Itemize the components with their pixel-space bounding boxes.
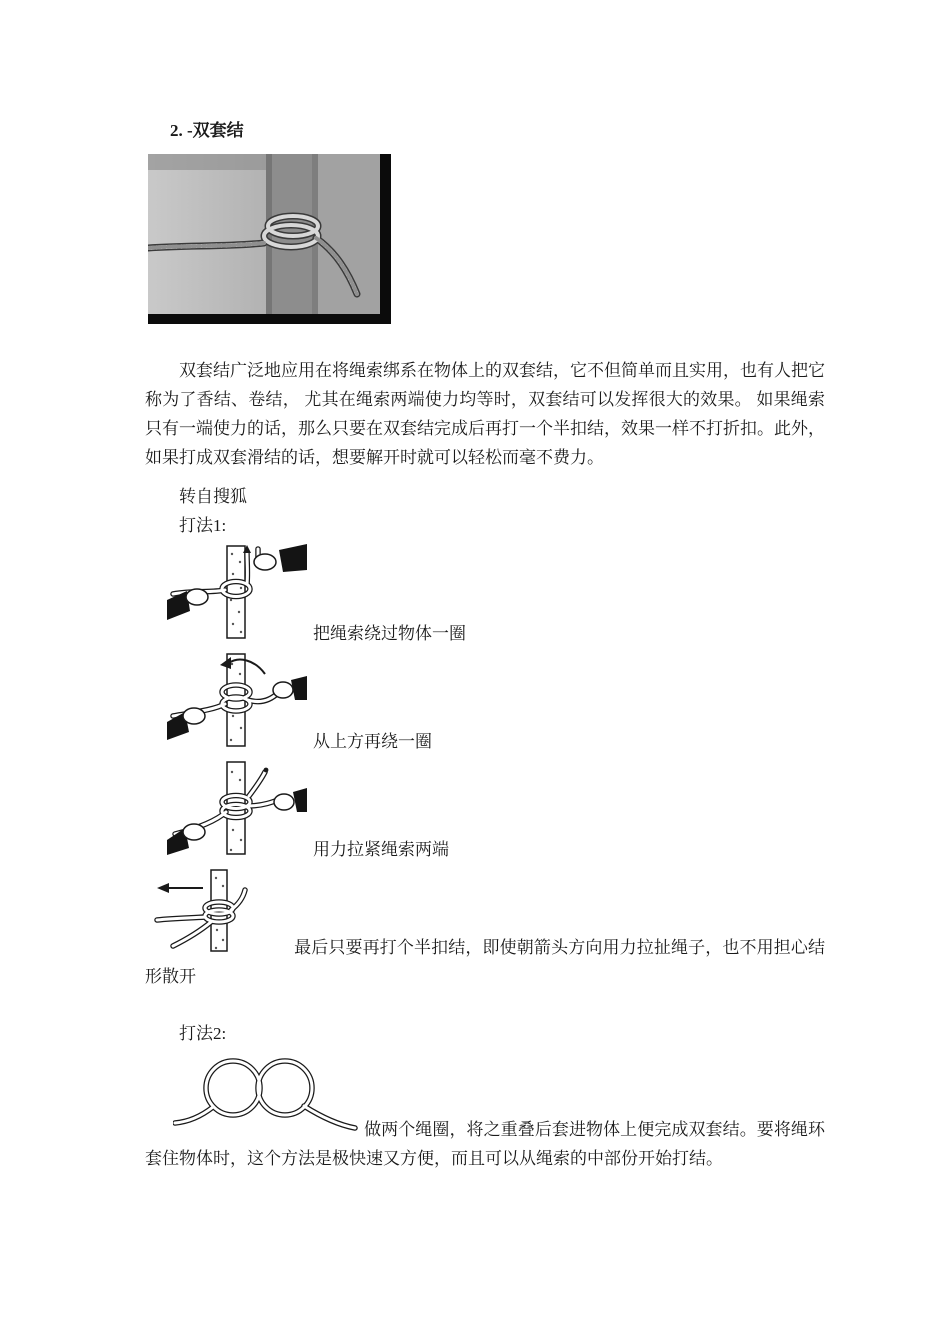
step2-illustration <box>167 652 307 747</box>
step-caption: 从上方再绕一圈 <box>313 732 432 751</box>
intro-paragraph: 双套结广泛地应用在将绳索绑系在物体上的双套结，它不但简单而且实用，也有人把它称为了香结、卷结， 尤其在绳索两端使力均等时，双套结可以发挥很大的效果。 如果绳索只有一端使力的话，那么只要在双套结完成后再打一个半扣结，效果一样不打折扣。此外，如果打成双套滑结的话，想要解开时就可以轻松而毫不费力。 <box>145 361 825 467</box>
step3-illustration <box>167 760 307 855</box>
step-caption: 把绳索绕过物体一圈 <box>313 624 466 643</box>
two-loops-illustration <box>173 1050 358 1135</box>
step4-illustration <box>153 868 288 953</box>
source-note: 转自搜狐 <box>179 487 247 506</box>
step-caption: 最后只要再打个半扣结，即使朝箭头方向用力拉扯绳子，也不用担心结形散开 <box>145 938 825 986</box>
step-row-3 <box>145 760 825 864</box>
step-row-2 <box>145 652 825 756</box>
step-caption: 用力拉紧绳索两端 <box>313 840 449 859</box>
page-title: 2. -双套结 <box>170 121 244 140</box>
step-row-1 <box>145 544 825 648</box>
step-row-4 <box>145 868 825 991</box>
clove-hitch-photo-frame <box>148 154 391 324</box>
method2-row <box>145 1050 825 1173</box>
method2-caption: 做两个绳圈，将之重叠后套进物体上便完成双套结。要将绳环套住物体时，这个方法是极快速又方便，而且可以从绳索的中部份开始打结。 <box>145 1120 825 1168</box>
method1-label: 打法1: <box>179 516 227 535</box>
step1-illustration <box>167 544 307 639</box>
method2-label: 打法2: <box>179 1024 227 1043</box>
clove-hitch-photo <box>148 154 380 314</box>
